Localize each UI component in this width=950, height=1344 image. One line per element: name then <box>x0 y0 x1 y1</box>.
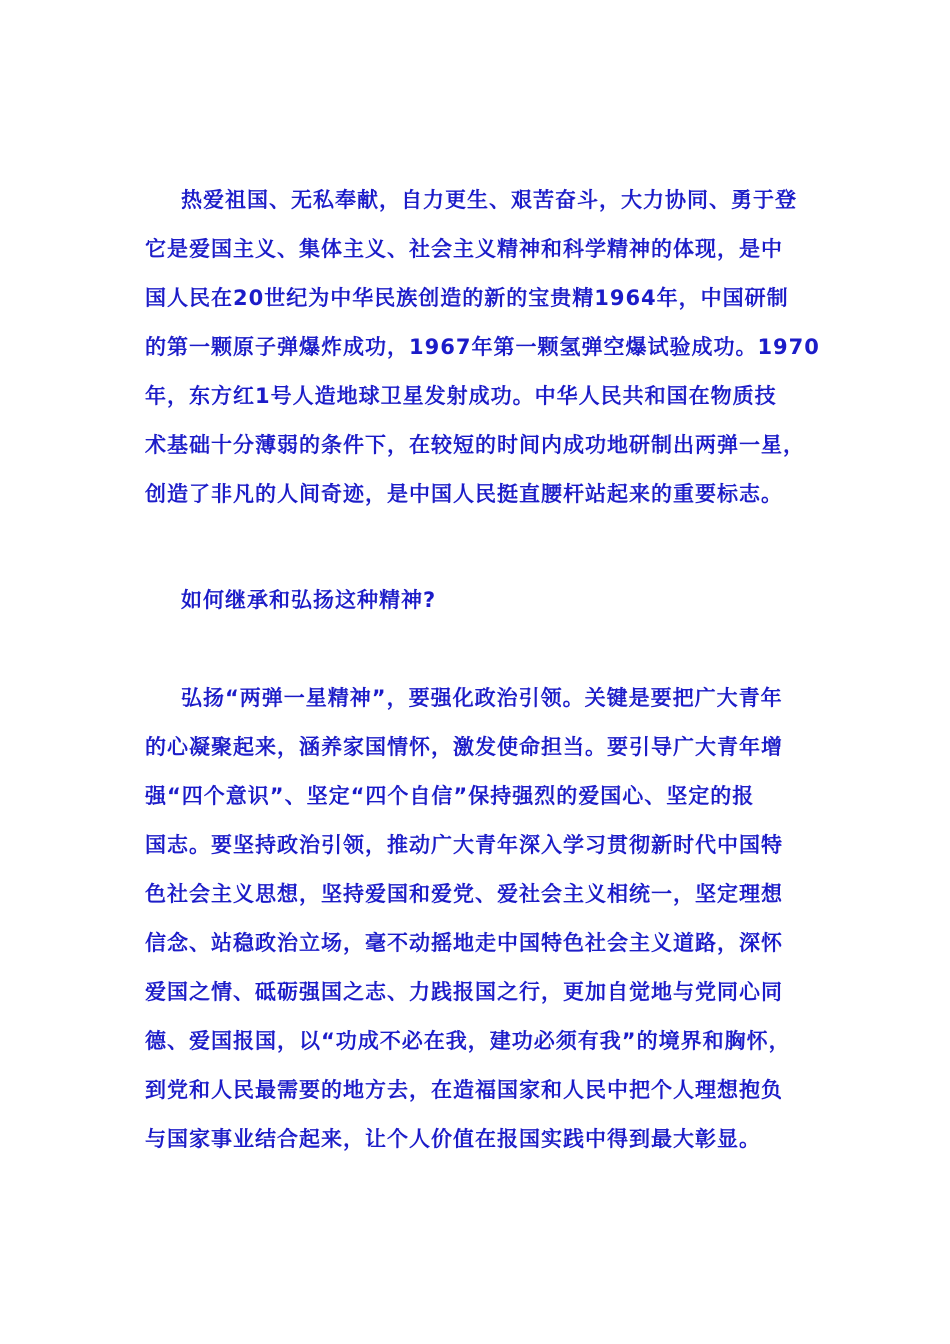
paragraph-line: 它是爱国主义、集体主义、社会主义精神和科学精神的体现，是中 <box>145 237 783 261</box>
paragraph-line: 色社会主义思想，坚持爱国和爱党、爱社会主义相统一，坚定理想 <box>145 882 783 906</box>
paragraph-two-bombs-one-satellite <box>145 176 820 519</box>
paragraph-carry-forward-spirit <box>145 674 805 1164</box>
paragraph-line: 弘扬“两弹一星精神”，要强化政治引领。关键是要把广大青年 <box>181 686 783 710</box>
paragraph-line: 强“四个意识”、坚定“四个自信”保持强烈的爱国心、坚定的报 <box>145 784 755 808</box>
paragraph-line: 爱国之情、砥砺强国之志、力践报国之行，更加自觉地与党同心同 <box>145 980 783 1004</box>
question-heading <box>145 576 805 625</box>
paragraph-line: 热爱祖国、无私奉献，自力更生、艰苦奋斗，大力协同、勇于登 <box>181 188 797 212</box>
question-text: 如何继承和弘扬这种精神? <box>181 588 437 612</box>
paragraph-line: 的心凝聚起来，涵养家国情怀，激发使命担当。要引导广大青年增 <box>145 735 783 759</box>
paragraph-line: 创造了非凡的人间奇迹，是中国人民挺直腰杆站起来的重要标志。 <box>145 482 783 506</box>
paragraph-line: 年，东方红1号人造地球卫星发射成功。中华人民共和国在物质技 <box>145 384 777 408</box>
paragraph-line: 术基础十分薄弱的条件下，在较短的时间内成功地研制出两弹一星， <box>145 433 805 457</box>
paragraph-line: 国人民在20世纪为中华民族创造的新的宝贵精1964年，中国研制 <box>145 286 789 310</box>
paragraph-line: 德、爱国报国，以“功成不必在我，建功必须有我”的境界和胸怀， <box>145 1029 791 1053</box>
paragraph-line: 信念、站稳政治立场，毫不动摇地走中国特色社会主义道路，深怀 <box>145 931 783 955</box>
paragraph-line: 与国家事业结合起来，让个人价值在报国实践中得到最大彰显。 <box>145 1127 761 1151</box>
paragraph-line: 到党和人民最需要的地方去，在造福国家和人民中把个人理想抱负 <box>145 1078 783 1102</box>
paragraph-line: 国志。要坚持政治引领，推动广大青年深入学习贯彻新时代中国特 <box>145 833 783 857</box>
paragraph-line: 的第一颗原子弹爆炸成功，1967年第一颗氢弹空爆试验成功。1970 <box>145 335 820 359</box>
